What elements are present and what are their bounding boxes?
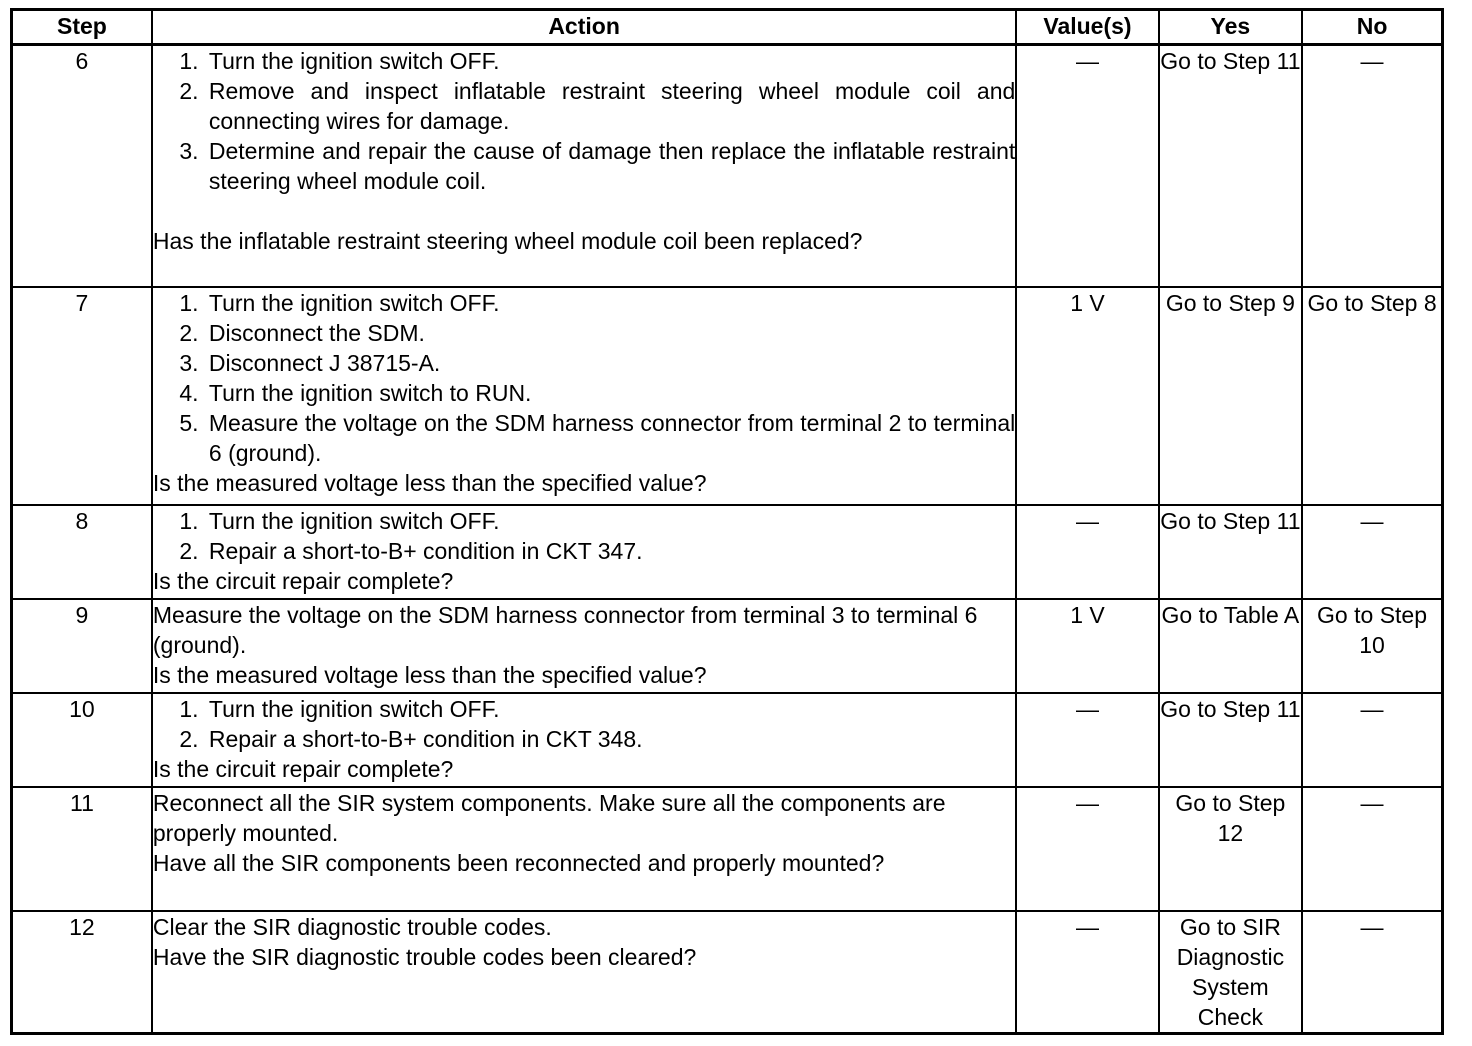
action-question: Is the circuit repair complete? (152, 567, 454, 594)
yes-cell: Go to Step 11 (1159, 505, 1302, 599)
table-row (12, 911, 1443, 1034)
value-cell: — (1016, 911, 1158, 1034)
yes-cell: Go to Table A (1159, 599, 1302, 693)
action-question: Is the measured voltage less than the specified value? (152, 661, 707, 688)
header-values: Value(s) (1016, 10, 1158, 45)
action-question: Have all the SIR components been reconnected and properly mounted? (152, 849, 885, 876)
yes-cell: Go to Step 11 (1159, 693, 1302, 787)
action-question: Is the circuit repair complete? (152, 755, 454, 782)
action-cell (152, 787, 1016, 911)
step-number: 6 (12, 45, 152, 287)
header-action: Action (152, 10, 1016, 45)
action-question: Has the inflatable restraint steering wheel module coil been replaced? (152, 228, 863, 254)
action-steps (153, 288, 1015, 468)
action-step: 3. Disconnect J 38715-A. (205, 348, 1015, 378)
action-question: Have the SIR diagnostic trouble codes been cleared? (152, 943, 697, 970)
action-cell (152, 911, 1016, 1034)
action-step: 2. Disconnect the SDM. (205, 318, 1015, 348)
table-row (12, 693, 1443, 787)
action-step: 2. Remove and inspect inflatable restraint steering wheel module coil and connecting wires for damage. (205, 76, 1015, 136)
no-cell: Go to Step 8 (1302, 287, 1442, 505)
yes-cell: Go to Step 9 (1159, 287, 1302, 505)
action-step: 2. Repair a short-to-B+ condition in CKT 348. (205, 724, 1015, 754)
action-steps (153, 506, 1015, 566)
yes-cell: Go to Step 11 (1159, 45, 1302, 287)
action-cell (152, 599, 1016, 693)
action-step: 1. Turn the ignition switch OFF. (205, 288, 1015, 318)
action-text: Measure the voltage on the SDM harness connector from terminal 3 to terminal 6 (ground). (152, 601, 978, 658)
yes-cell: Go to Step 12 (1159, 787, 1302, 911)
action-cell (152, 287, 1016, 505)
step-number: 8 (12, 505, 152, 599)
action-cell (152, 693, 1016, 787)
diagnostic-table (10, 8, 1444, 1035)
action-text: Reconnect all the SIR system components. Make sure all the components are properly mounted. (152, 789, 946, 846)
step-number: 9 (12, 599, 152, 693)
action-step: 1. Turn the ignition switch OFF. (205, 506, 1015, 536)
table-row (12, 45, 1443, 287)
no-cell: Go to Step 10 (1302, 599, 1442, 693)
action-step: 4. Turn the ignition switch to RUN. (205, 378, 1015, 408)
action-step: 5. Measure the voltage on the SDM harness connector from terminal 2 to terminal 6 (ground). (205, 408, 1015, 468)
action-steps (153, 46, 1015, 196)
table-row (12, 287, 1443, 505)
action-cell (152, 505, 1016, 599)
value-cell: — (1016, 787, 1158, 911)
value-cell: 1 V (1016, 599, 1158, 693)
action-steps (153, 694, 1015, 754)
action-step: 3. Determine and repair the cause of damage then replace the inflatable restraint steering wheel module coil. (205, 136, 1015, 196)
no-cell: — (1302, 787, 1442, 911)
action-step: 1. Turn the ignition switch OFF. (205, 694, 1015, 724)
header-yes: Yes (1159, 10, 1302, 45)
table-row (12, 599, 1443, 693)
no-cell: — (1302, 911, 1442, 1034)
step-number: 12 (12, 911, 152, 1034)
value-cell: — (1016, 505, 1158, 599)
header-step: Step (12, 10, 152, 45)
table-row (12, 505, 1443, 599)
header-no: No (1302, 10, 1442, 45)
table-row (12, 787, 1443, 911)
action-cell (152, 45, 1016, 287)
no-cell: — (1302, 505, 1442, 599)
value-cell: — (1016, 45, 1158, 287)
step-number: 10 (12, 693, 152, 787)
action-question: Is the measured voltage less than the specified value? (152, 469, 707, 496)
table-header-row (12, 10, 1443, 45)
value-cell: 1 V (1016, 287, 1158, 505)
no-cell: — (1302, 693, 1442, 787)
value-cell: — (1016, 693, 1158, 787)
step-number: 7 (12, 287, 152, 505)
action-step: 2. Repair a short-to-B+ condition in CKT 347. (205, 536, 1015, 566)
action-step: 1. Turn the ignition switch OFF. (205, 46, 1015, 76)
no-cell: — (1302, 45, 1442, 287)
step-number: 11 (12, 787, 152, 911)
action-text: Clear the SIR diagnostic trouble codes. (152, 913, 552, 940)
yes-cell: Go to SIR Diagnostic System Check (1159, 911, 1302, 1034)
